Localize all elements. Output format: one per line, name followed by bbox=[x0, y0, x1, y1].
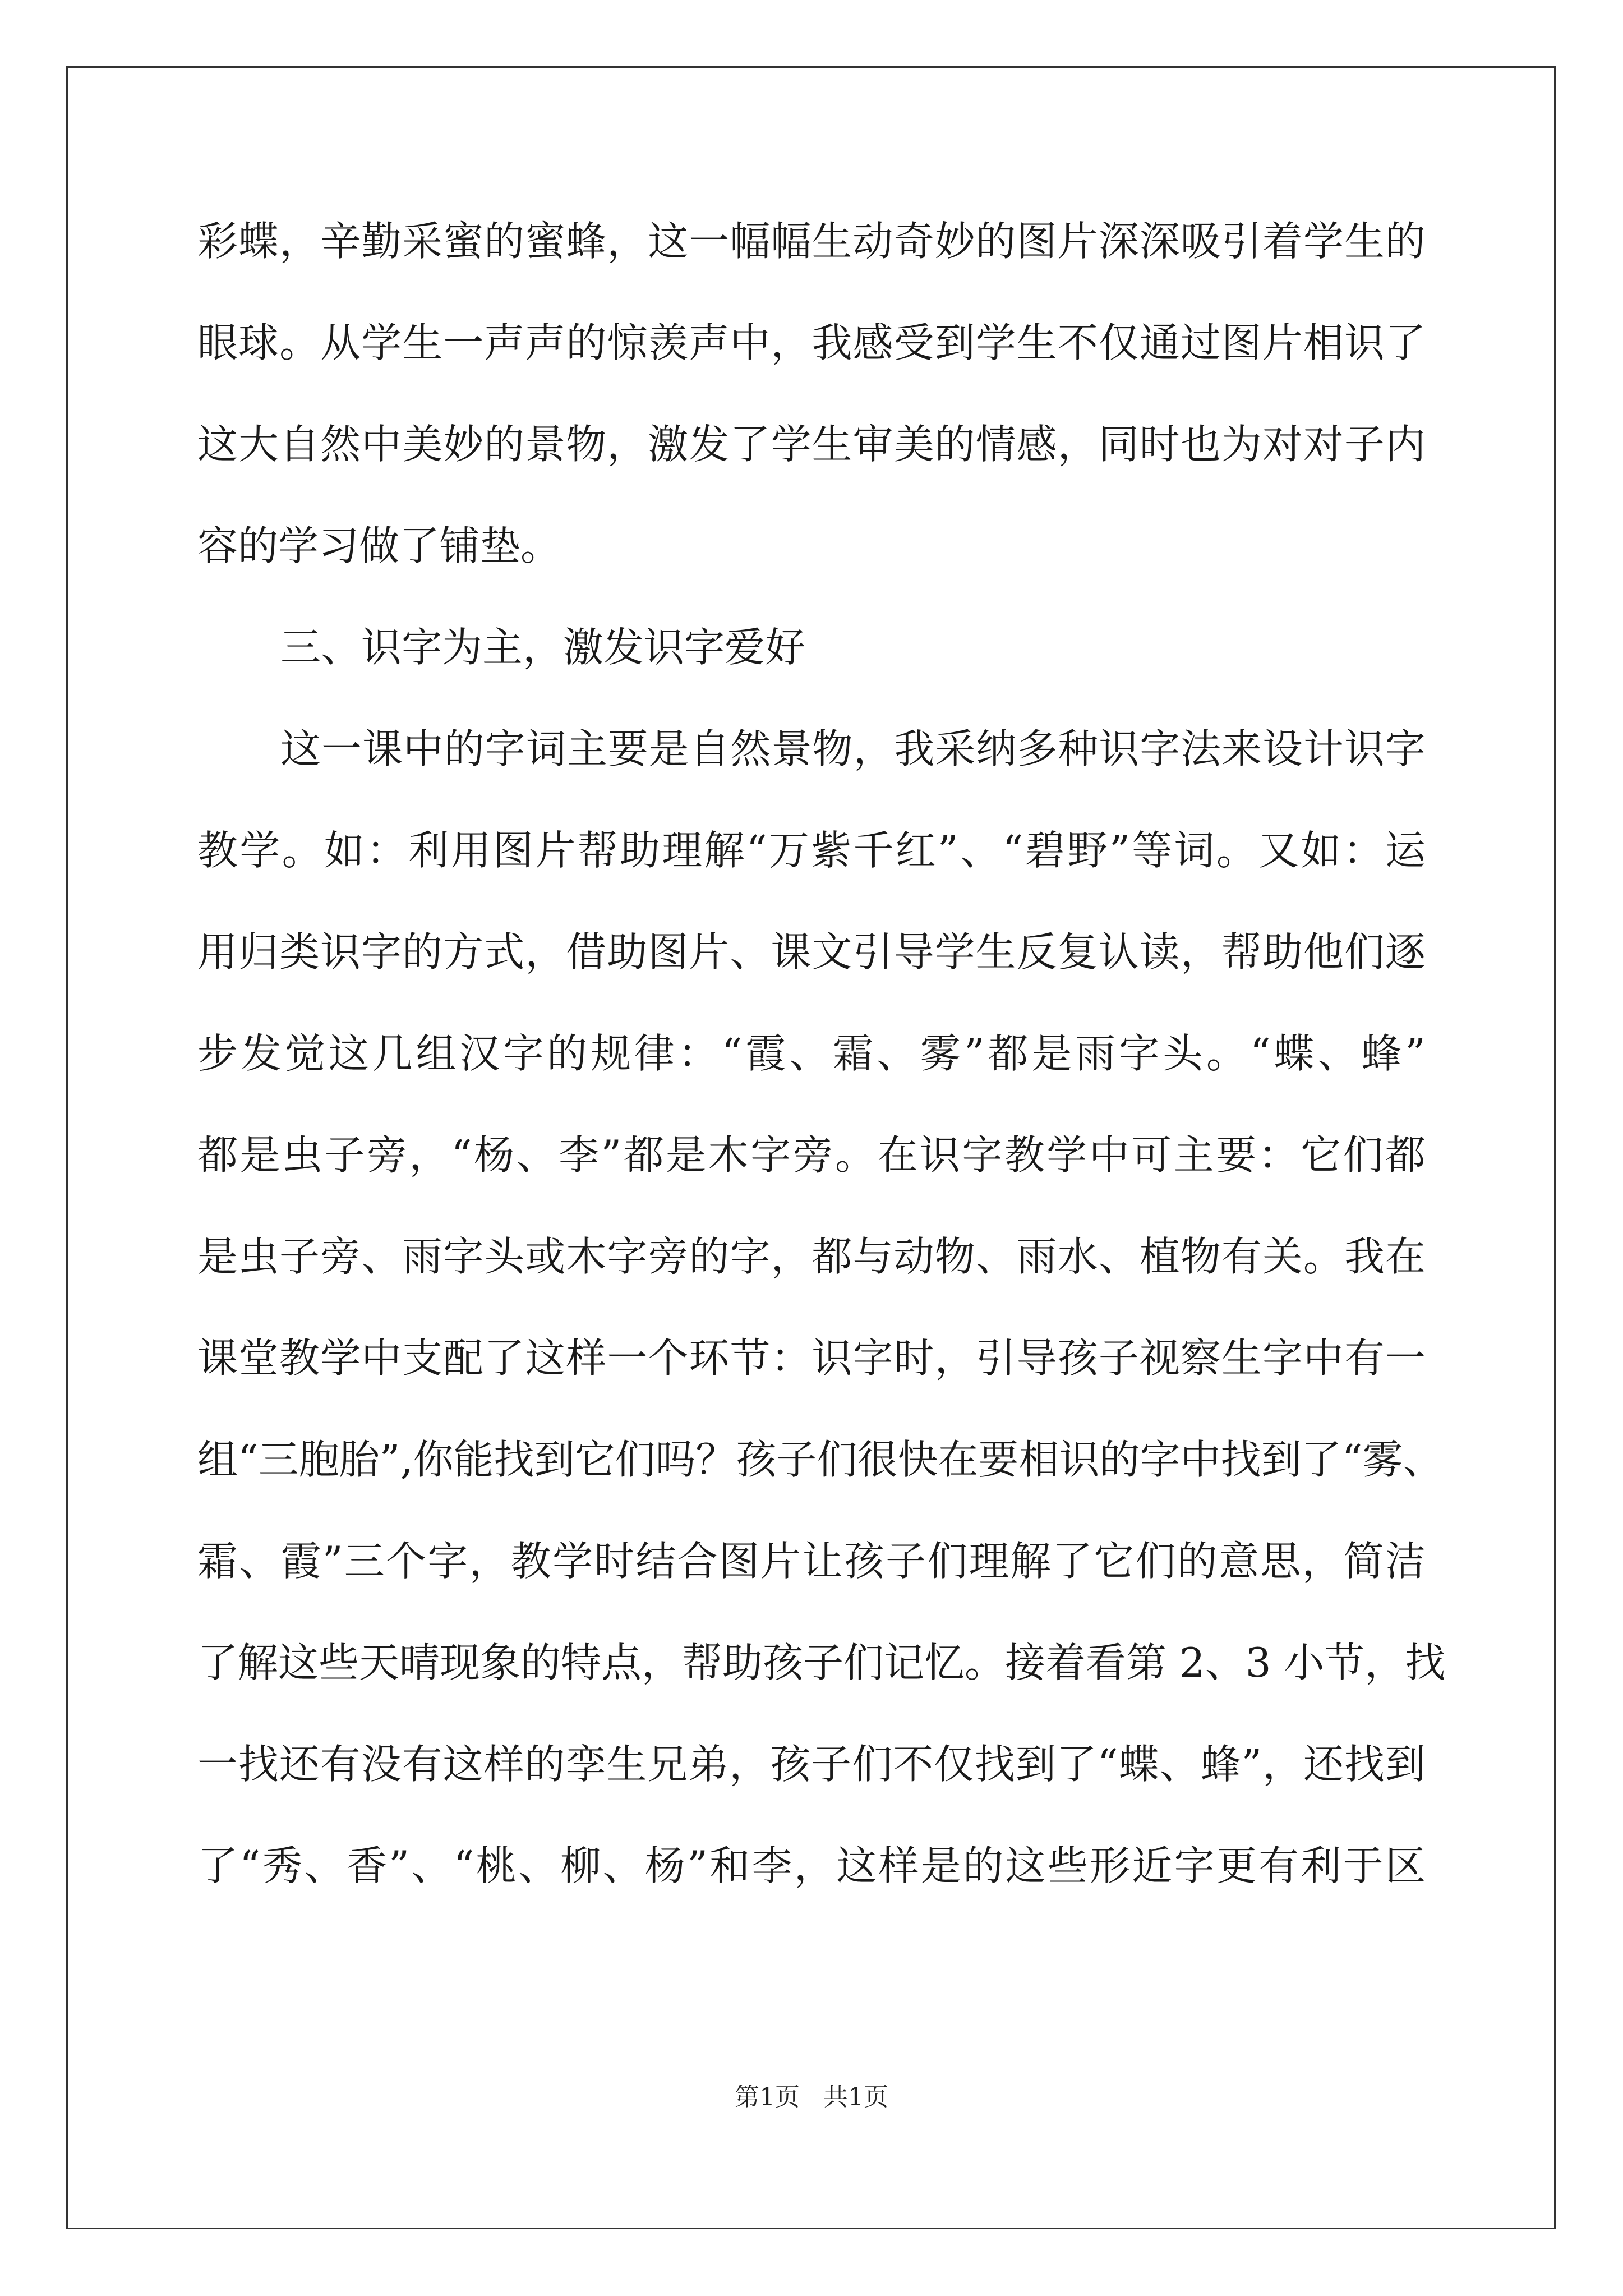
section-heading: 三、识字为主，激发识字爱好 bbox=[280, 624, 806, 671]
text-line: 霜、霞”三个字，教学时结合图片让孩子们理解了它们的意思，简洁 bbox=[197, 1538, 1426, 1585]
text-line: 步发觉这几组汉字的规律：“霞、霜、雾”都是雨字头。“蝶、蜂” bbox=[197, 1030, 1426, 1077]
text-line: 都是虫子旁，“杨、李”都是木字旁。在识字教学中可主要：它们都 bbox=[197, 1131, 1426, 1179]
text-line: 彩蝶，辛勤采蜜的蜜蜂，这一幅幅生动奇妙的图片深深吸引着学生的 bbox=[197, 218, 1426, 265]
text-line: 这大自然中美妙的景物，激发了学生审美的情感，同时也为对对子内 bbox=[197, 421, 1426, 468]
text-line: 组“三胞胎”,你能找到它们吗？孩子们很快在要相识的字中找到了“雾、 bbox=[197, 1436, 1444, 1483]
text-line: 眼球。从学生一声声的惊羡声中，我感受到学生不仅通过图片相识了 bbox=[197, 319, 1426, 366]
text-line: 课堂教学中支配了这样一个环节：识字时，引导孩子视察生字中有一 bbox=[197, 1335, 1426, 1382]
text-line: 了“秀、香”、“桃、柳、杨”和李，这样是的这些形近字更有利于区 bbox=[197, 1842, 1426, 1889]
text-line: 教学。如：利用图片帮助理解“万紫千红”、“碧野”等词。又如：运 bbox=[197, 827, 1426, 874]
text-line: 用归类识字的方式，借助图片、课文引导学生反复认读，帮助他们逐 bbox=[197, 928, 1426, 976]
text-line: 了解这些天晴现象的特点，帮助孩子们记忆。接着看第 2、3 小节，找 bbox=[197, 1639, 1446, 1686]
text-line: 是虫子旁、雨字头或木字旁的字，都与动物、雨水、植物有关。我在 bbox=[197, 1233, 1426, 1280]
text-line: 容的学习做了铺垫。 bbox=[197, 522, 561, 569]
text-line: 这一课中的字词主要是自然景物，我采纳多种识字法来设计识字 bbox=[280, 725, 1426, 772]
page-number: 第1页 共1页 bbox=[735, 2083, 888, 2111]
text-line: 一找还有没有这样的孪生兄弟，孩子们不仅找到了“蝶、蜂”，还找到 bbox=[197, 1741, 1426, 1788]
